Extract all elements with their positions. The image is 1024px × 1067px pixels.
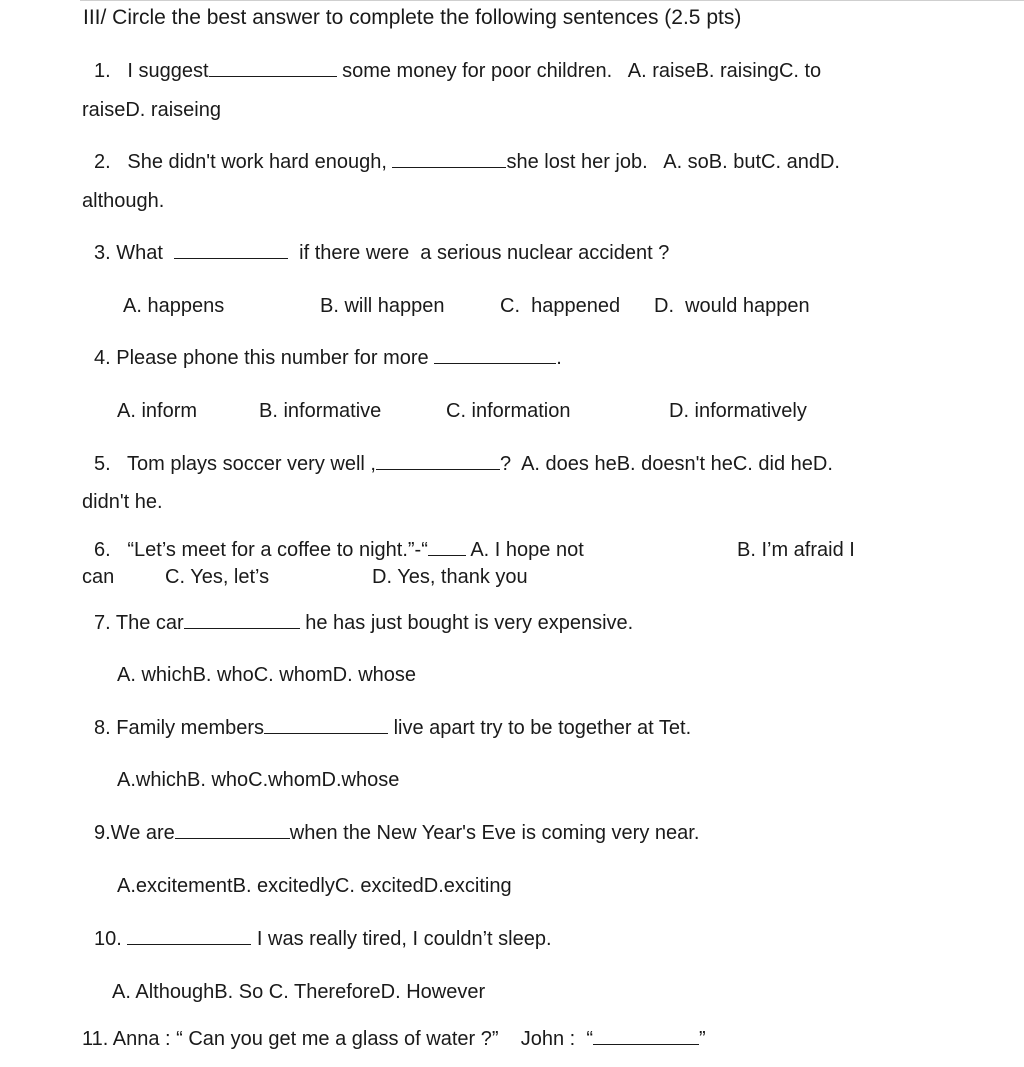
question-2	[94, 150, 840, 174]
q9-answer-blank[interactable]	[175, 822, 290, 839]
question-5	[94, 452, 833, 476]
q4-option-a[interactable]: A. inform	[117, 400, 198, 422]
q2-answer-blank[interactable]	[392, 151, 506, 168]
q8-text-after: live apart try to be together at Tet.	[388, 717, 692, 739]
q7-text-after: he has just bought is very expensive.	[299, 612, 634, 634]
q4-option-d[interactable]: D. informatively	[669, 400, 807, 422]
question-5-continued: didn't he.	[82, 491, 163, 513]
q3-option-b[interactable]: B. will happen	[320, 295, 445, 317]
question-2-continued: although.	[82, 190, 165, 212]
question-10	[94, 927, 552, 951]
question-4	[94, 346, 562, 370]
q11-answer-blank[interactable]	[593, 1028, 699, 1045]
q9-options[interactable]: A.excitementB. excitedlyC. excitedD.exciting	[117, 875, 512, 897]
q5-answer-blank[interactable]	[376, 453, 500, 470]
q10-text-before: 10.	[94, 928, 128, 950]
q7-answer-blank[interactable]	[184, 612, 300, 629]
q3-answer-blank[interactable]	[174, 242, 288, 259]
q10-text-after: I was really tired, I couldn’t sleep.	[251, 928, 552, 950]
q1-text-after: some money for poor children. A. raiseB. raisingC. to	[336, 60, 822, 82]
q9-text-after: when the New Year's Eve is coming very near.	[289, 822, 700, 844]
q3-option-c[interactable]: C. happened	[500, 295, 621, 317]
q7-text-before: 7. The car	[94, 612, 184, 634]
q5-text-after: ? A. does heB. doesn't heC. did heD.	[499, 453, 833, 475]
question-1-continued: raiseD. raiseing	[82, 99, 221, 121]
q5-text-before: 5. Tom plays soccer very well ,	[94, 453, 376, 475]
q6-option-b[interactable]: B. I’m afraid I	[737, 539, 855, 561]
q1-answer-blank[interactable]	[209, 60, 337, 77]
q4-option-b[interactable]: B. informative	[259, 400, 382, 422]
q3-text-after: if there were a serious nuclear accident ?	[288, 242, 670, 264]
question-3	[94, 241, 669, 265]
q2-text-before: 2. She didn't work hard enough,	[94, 151, 393, 173]
q11-text-before: 11. Anna : “ Can you get me a glass of water ?” John : “	[82, 1028, 594, 1050]
q10-options[interactable]: A. AlthoughB. So C. ThereforeD. However	[112, 981, 486, 1003]
q3-option-d[interactable]: D. would happen	[654, 295, 810, 317]
q3-text-before: 3. What	[94, 242, 175, 264]
question-7	[94, 611, 633, 635]
q6-option-c[interactable]: C. Yes, let’s	[165, 566, 270, 588]
question-1	[94, 59, 821, 83]
q4-text-before: 4. Please phone this number for more	[94, 347, 435, 369]
q6-option-b-continued: can	[82, 566, 115, 588]
q1-text-before: 1. I suggest	[94, 60, 209, 82]
q6-option-d[interactable]: D. Yes, thank you	[372, 566, 528, 588]
q6-text-after: A. I hope not	[465, 539, 584, 561]
question-8	[94, 716, 691, 740]
q6-text-before: 6. “Let’s meet for a coffee to night.”-“	[94, 539, 428, 561]
q8-answer-blank[interactable]	[264, 717, 388, 734]
q4-answer-blank[interactable]	[434, 347, 556, 364]
question-11	[82, 1027, 706, 1051]
q8-text-before: 8. Family members	[94, 717, 265, 739]
q2-text-after: she lost her job. A. soB. butC. andD.	[506, 151, 840, 173]
top-rule	[80, 0, 1024, 1]
q11-text-after: ”	[699, 1028, 706, 1050]
section-heading: III/ Circle the best answer to complete the following sentences (2.5 pts)	[83, 6, 742, 29]
q8-options[interactable]: A.whichB. whoC.whomD.whose	[117, 769, 400, 791]
q4-text-after: .	[556, 347, 562, 369]
q6-answer-blank[interactable]	[428, 539, 466, 556]
question-6	[94, 538, 584, 562]
q10-answer-blank[interactable]	[127, 928, 251, 945]
q4-option-c[interactable]: C. information	[446, 400, 571, 422]
q3-option-a[interactable]: A. happens	[123, 295, 225, 317]
q7-options[interactable]: A. whichB. whoC. whomD. whose	[117, 664, 417, 686]
question-9	[94, 821, 699, 845]
q9-text-before: 9.We are	[94, 822, 175, 844]
